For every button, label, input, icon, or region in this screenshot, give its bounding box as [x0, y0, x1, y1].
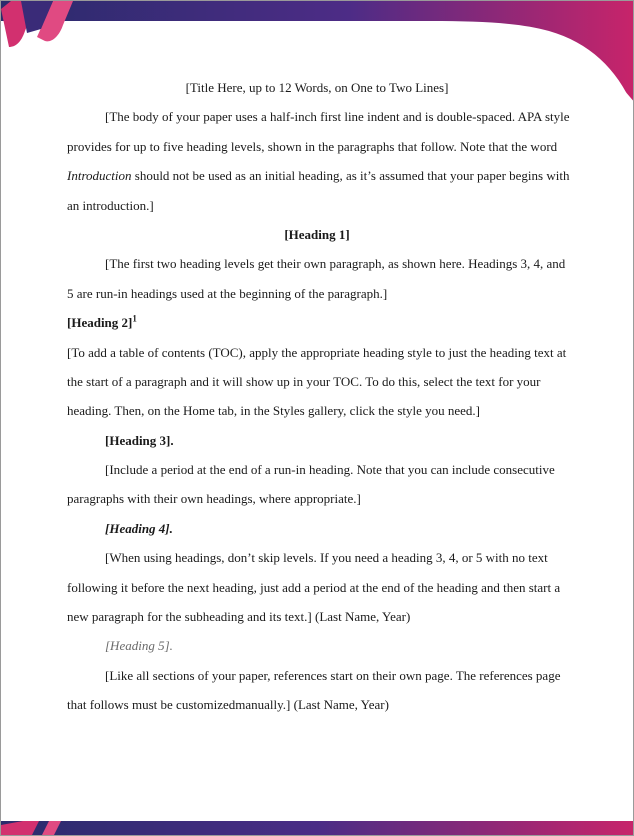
- paragraph-2: [67, 338, 567, 426]
- heading-5: [Heading 5].: [105, 638, 173, 654]
- paragraph-3: [67, 455, 567, 514]
- paragraph-4-line-1: [When using headings, don’t skip levels. If you need a heading 3, 4, or 5 with no text: [105, 550, 548, 566]
- heading-4: [Heading 4].: [105, 520, 173, 536]
- paragraph-2-line-2: the start of a paragraph and it will show up in your TOC. To do this, select the text for your: [67, 373, 541, 389]
- introduction-word: Introduction: [67, 168, 132, 184]
- heading-2: [67, 308, 567, 337]
- document-body: [67, 73, 570, 720]
- intro-line-1: [The body of your paper uses a half-inch first line indent and is double-spaced. APA style: [105, 109, 570, 125]
- footnote-reference[interactable]: 1: [132, 313, 137, 324]
- paragraph-3-line-1: [Include a period at the end of a run-in heading. Note that you can include consecutive: [105, 462, 555, 478]
- heading-1: [Heading 1]: [284, 226, 350, 242]
- paragraph-2-line-3: heading. Then, on the Home tab, in the Styles gallery, click the style you need.]: [67, 403, 481, 419]
- paragraph-1-line-1: [The first two heading levels get their own paragraph, as shown here. Headings 3, 4, and: [105, 256, 566, 272]
- paragraph-2-line-1: [To add a table of contents (TOC), apply the appropriate heading style to just the heading text at: [67, 344, 567, 360]
- paragraph-4-line-2: following it before the next heading, just add a period at the end of the heading and then start a: [67, 579, 561, 595]
- paragraph-5: [67, 661, 567, 720]
- paragraph-4: [67, 543, 567, 631]
- heading-2-text: [Heading 2]: [67, 315, 133, 331]
- paragraph-1-line-2: 5 are run-in headings used at the beginning of the paragraph.]: [67, 285, 388, 301]
- paragraph-5-line-2: that follows must be customizedmanually.] (Last Name, Year): [67, 697, 389, 713]
- intro-line-3: [67, 161, 570, 190]
- intro-paragraph: [67, 102, 570, 220]
- intro-line-3-rest: should not be used as an initial heading, as it’s assumed that your paper begins with: [131, 168, 570, 184]
- intro-line-2: provides for up to five heading levels, shown in the paragraphs that follow. Note that the word: [67, 138, 558, 154]
- paragraph-5-line-1: [Like all sections of your paper, references start on their own page. The references page: [105, 667, 561, 683]
- bottom-banner-shape: [1, 821, 634, 836]
- paragraph-4-line-3: new paragraph for the subheading and its text.] (Last Name, Year): [67, 609, 411, 625]
- document-title: [Title Here, up to 12 Words, on One to Two Lines]: [185, 80, 449, 95]
- paragraph-3-line-2: paragraphs with their own headings, where appropriate.]: [67, 491, 361, 507]
- paragraph-1: [67, 249, 567, 308]
- heading-3: [Heading 3].: [105, 432, 174, 448]
- intro-line-4: an introduction.]: [67, 197, 154, 213]
